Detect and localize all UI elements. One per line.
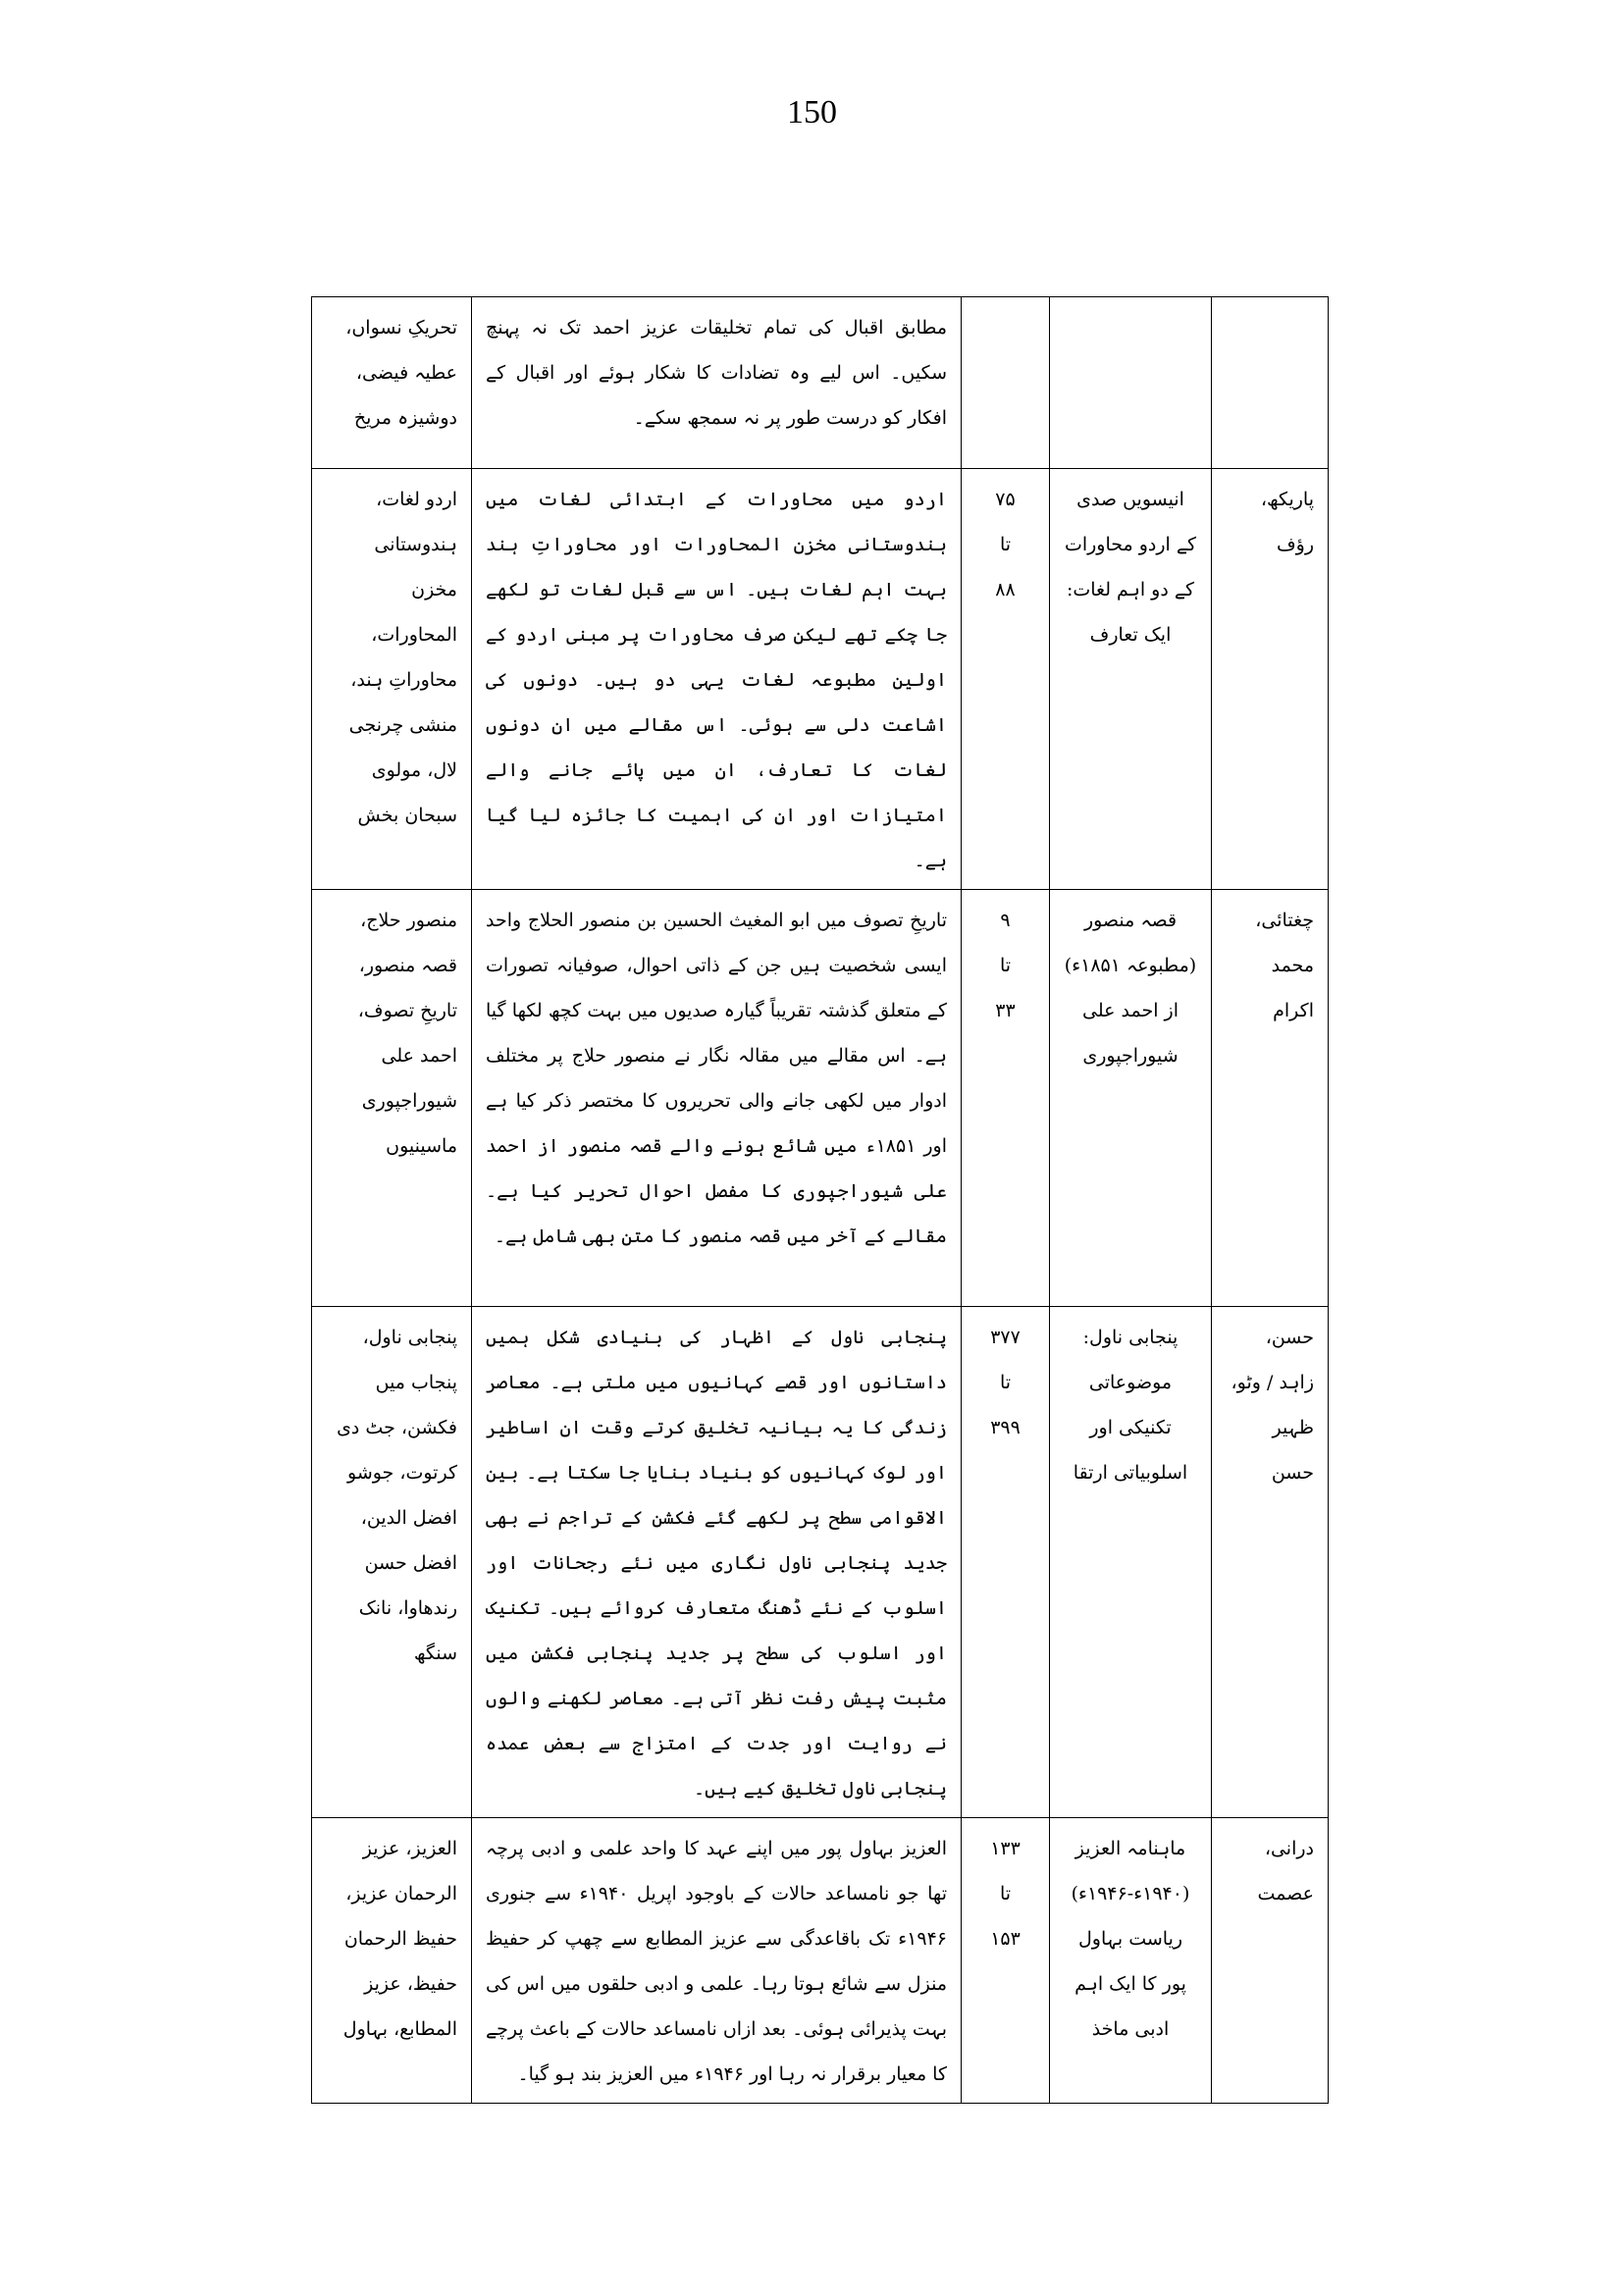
page-separator: تا bbox=[999, 1372, 1012, 1393]
author-cell bbox=[1212, 297, 1329, 469]
summary-cell: تاریخِ تصوف میں ابو المغیث الحسین بن منصور الحلاج واحد ایسی شخصیت ہیں جن کے ذاتی احوال، صوفیانہ تصورات کے متعلق گذشتہ تقریباً گیارہ صدیوں میں بہت کچھ لکھا گیا ہے۔ اس مقالے میں مقالہ نگار نے منصور حلاج پر مختلف ادوار میں لکھی جانے والی تحریروں کا مختصر ذکر کیا ہے اور ۱۸۵۱ء میں شائع ہونے والے قصہ منصور از احمد علی شیوراجپوری کا مفصل احوال تحریر کیا ہے۔ مقالے کے آخر میں قصہ منصور کا متن بھی شامل ہے۔ bbox=[472, 890, 962, 1307]
summary-cell: اردو میں محاورات کے ابتدائی لغات میں ہندوستانی مخزن المحاورات اور محاوراتِ ہند بہت اہم لغات ہیں۔ اس سے قبل لغات تو لکھے جا چکے تھے لیکن صرف محاورات پر مبنی اردو کے اولین مطبوعہ لغات یہی دو ہیں۔ دونوں کی اشاعت دلی سے ہوئی۔ اس مقالے میں ان دونوں لغات کا تعارف، ان میں پائے جانے والے امتیازات اور ان کی اہمیت کا جائزہ لیا گیا ہے۔ bbox=[472, 469, 962, 890]
summary-cell: العزیز بہاول پور میں اپنے عہد کا واحد علمی و ادبی پرچہ تھا جو نامساعد حالات کے باوجود اپریل ۱۹۴۰ء سے جنوری ۱۹۴۶ء تک باقاعدگی سے عزیز المطابع سے چھپ کر حفیظ منزل سے شائع ہوتا رہا۔ علمی و ادبی حلقوں میں اس کی بہت پذیرائی ہوئی۔ بعد ازاں نامساعد حالات کے باعث پرچے کا معیار برقرار نہ رہا اور ۱۹۴۶ء میں العزیز بند ہو گیا۔ bbox=[472, 1818, 962, 2104]
pages-cell bbox=[962, 297, 1050, 469]
table-row bbox=[312, 1307, 1329, 1818]
page-start: ۹ bbox=[1000, 910, 1011, 931]
page-separator: تا bbox=[999, 1883, 1012, 1904]
author-cell: چغتائی، محمد اکرام bbox=[1212, 890, 1329, 1307]
page-start: ۳۷۷ bbox=[990, 1327, 1021, 1348]
table-row bbox=[312, 1818, 1329, 2104]
page-end: ۳۹۹ bbox=[990, 1417, 1021, 1438]
author-cell: حسن، زاہد / وٹو، ظہیر حسن bbox=[1212, 1307, 1329, 1818]
table-row bbox=[312, 297, 1329, 469]
author-cell: پاریکھ، رؤف bbox=[1212, 469, 1329, 890]
page-end: ۸۸ bbox=[995, 579, 1016, 600]
author-cell: درانی، عصمت bbox=[1212, 1818, 1329, 2104]
keywords-cell: العزیز، عزیز الرحمان عزیز، حفیظ الرحمان حفیظ، عزیز المطابع، بہاول bbox=[312, 1818, 472, 2104]
page-start: ۷۵ bbox=[995, 489, 1016, 510]
keywords-cell: تحریکِ نسواں، عطیہ فیضی، دوشیزہ مریخ bbox=[312, 297, 472, 469]
title-cell: پنجابی ناول: موضوعاتی تکنیکی اور اسلوبیاتی ارتقا bbox=[1050, 1307, 1212, 1818]
page-separator: تا bbox=[999, 534, 1012, 555]
table-row bbox=[312, 890, 1329, 1307]
summary-cell: پنجابی ناول کے اظہار کی بنیادی شکل ہمیں داستانوں اور قصے کہانیوں میں ملتی ہے۔ معاصر زندگی کا یہ بیانیہ تخلیق کرتے وقت ان اساطیر اور لوک کہانیوں کو بنیاد بنایا جا سکتا ہے۔ بین الاقوامی سطح پر لکھے گئے فکشن کے تراجم نے بھی جدید پنجابی ناول نگاری میں نئے رجحانات اور اسلوب کے نئے ڈھنگ متعارف کروائے ہیں۔ تکنیک اور اسلوب کی سطح پر جدید پنجابی فکشن میں مثبت پیش رفت نظر آتی ہے۔ معاصر لکھنے والوں نے روایت اور جدت کے امتزاج سے بعض عمدہ پنجابی ناول تخلیق کیے ہیں۔ bbox=[472, 1307, 962, 1818]
keywords-cell: اردو لغات، ہندوستانی مخزن المحاورات، محاوراتِ ہند، منشی چرنجی لال، مولوی سبحان بخش bbox=[312, 469, 472, 890]
page-number: 150 bbox=[787, 94, 837, 130]
pages-cell bbox=[962, 469, 1050, 890]
keywords-cell: منصور حلاج، قصہ منصور، تاریخِ تصوف، احمد علی شیوراجپوری ماسینیوں bbox=[312, 890, 472, 1307]
pages-cell bbox=[962, 1307, 1050, 1818]
pages-cell bbox=[962, 1818, 1050, 2104]
page-start: ۱۳۳ bbox=[990, 1838, 1021, 1859]
title-cell: قصہ منصور (مطبوعہ ۱۸۵۱ء) از احمد علی شیوراجپوری bbox=[1050, 890, 1212, 1307]
keywords-cell: پنجابی ناول، پنجاب میں فکشن، جٹ دی کرتوت، جوشو افضل الدین، افضل حسن رندھاوا، نانک سنگھ bbox=[312, 1307, 472, 1818]
bibliography-table bbox=[311, 296, 1329, 2104]
page-end: ۱۵۳ bbox=[990, 1928, 1021, 1950]
table-row bbox=[312, 469, 1329, 890]
page-end: ۳۳ bbox=[995, 1000, 1016, 1021]
summary-cell: مطابق اقبال کی تمام تخلیقات عزیز احمد تک نہ پہنچ سکیں۔ اس لیے وہ تضادات کا شکار ہوئے اور اقبال کے افکار کو درست طور پر نہ سمجھ سکے۔ bbox=[472, 297, 962, 469]
page-separator: تا bbox=[999, 955, 1012, 976]
pages-cell bbox=[962, 890, 1050, 1307]
title-cell bbox=[1050, 297, 1212, 469]
title-cell: ماہنامہ العزیز (۱۹۴۰ء-۱۹۴۶ء) ریاست بہاول پور کا ایک اہم ادبی ماخذ bbox=[1050, 1818, 1212, 2104]
title-cell: انیسویں صدی کے اردو محاورات کے دو اہم لغات: ایک تعارف bbox=[1050, 469, 1212, 890]
